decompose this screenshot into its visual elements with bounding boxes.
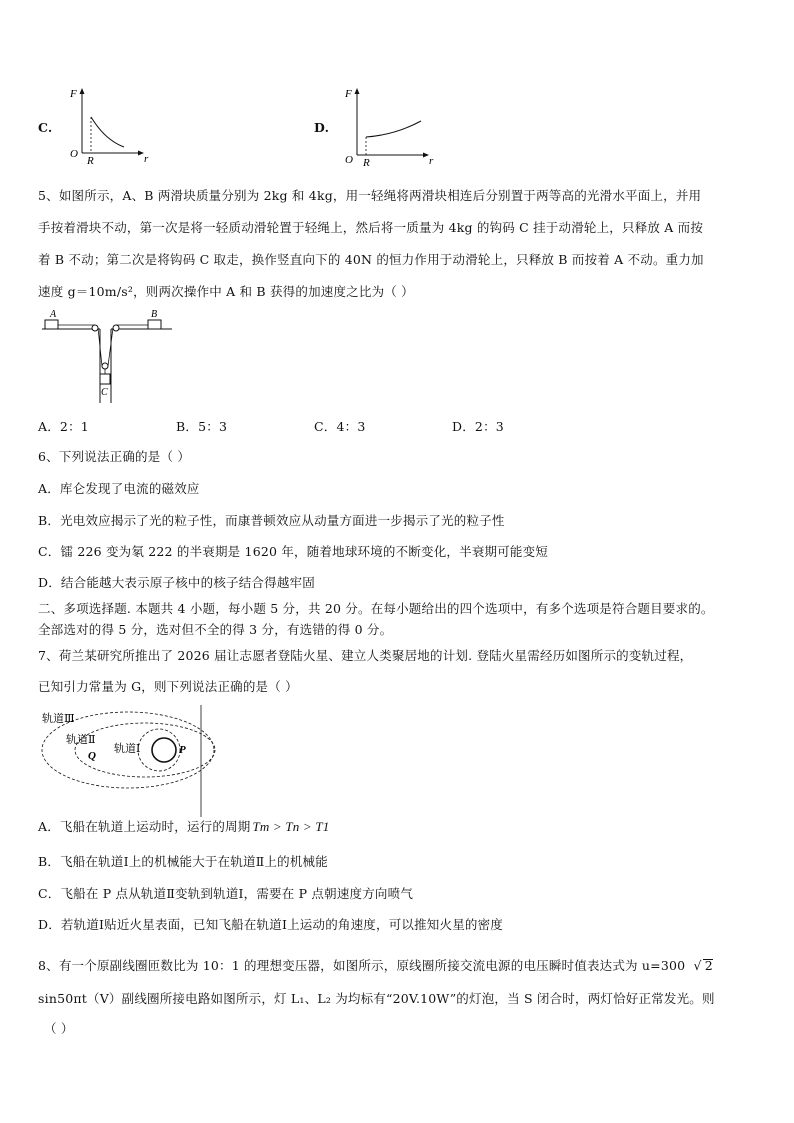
q5-line-3: 着 B 不动；第二次是将钩码 C 取走，换作竖直向下的 40N 的恒力作用于动滑轮上，只释放 B 而按着 A 不动。重力加 [38,252,704,267]
q7-orbit-figure [38,705,208,817]
graph-d-x-label: r [429,155,434,167]
graph-c-origin: O [70,148,78,160]
sqrt-symbol: √ [693,958,702,973]
point-q-label: Q [88,750,96,762]
graph-c-label: C. [38,120,53,135]
q8-line-3: （ ） [44,1021,74,1036]
q6-stem: 6、下列说法正确的是（ ） [38,449,191,464]
graph-d-y-label: F [345,88,352,100]
graph-d-label: D. [314,120,330,135]
orbit-1-label: 轨道Ⅰ [114,743,141,755]
graph-c-y-label: F [70,88,77,100]
orbit-2-label: 轨道Ⅱ [66,734,96,746]
section-2-heading: 二、多项选择题. 本题共 4 小题，每小题 5 分，共 20 分。在每小题给出的四个选项中，有多个选项是符合题目要求的。 [38,601,714,616]
q8-line-1-text: 8、有一个原副线圈匝数比为 10：1 的理想变压器，如图所示，原线圈所接交流电源的电压瞬时值表达式为 u=300 [38,958,686,973]
point-p-label: P [179,744,186,756]
q5-line-2: 手按着滑块不动，第一次是将一轻质动滑轮置于轻绳上，然后将一质量为 4kg 的钩码 C 挂于动滑轮上，只释放 A 而按 [38,220,704,235]
q6-option-a[interactable]: A．库仑发现了电流的磁效应 [38,481,200,496]
graph-c [60,85,160,165]
q7-option-d[interactable]: D．若轨道Ⅰ贴近火星表面，已知飞船在轨道Ⅰ上运动的角速度，可以推知火星的密度 [38,917,503,932]
graph-d [335,85,445,169]
q6-option-b[interactable]: B．光电效应揭示了光的粒子性，而康普顿效应从动量方面进一步揭示了光的粒子性 [38,513,505,528]
q5-option-a[interactable]: A．2：1 [38,419,89,434]
q7-option-b[interactable]: B．飞船在轨道Ⅰ上的机械能大于在轨道Ⅱ上的机械能 [38,854,328,869]
graph-d-r-marker: R [363,157,370,169]
q5-option-d[interactable]: D．2：3 [452,419,504,434]
q7-option-a-formula: Tm > Tn > T1 [252,819,330,834]
q7-option-c[interactable]: C．飞船在 P 点从轨道Ⅱ变轨到轨道Ⅰ，需要在 P 点朝速度方向喷气 [38,886,414,901]
q7-line-2: 已知引力常量为 G，则下列说法正确的是（ ） [38,679,298,694]
q5-pulley-figure [38,308,178,408]
figure-label-a: A [50,309,57,320]
q5-option-b[interactable]: B．5：3 [176,419,228,434]
figure-label-c: C [101,387,108,398]
q5-option-c[interactable]: C．4：3 [314,419,366,434]
q8-line-2: sin50πt（V）副线圈所接电路如图所示，灯 L₁、L₂ 为均标有“20V.10W”的灯泡，当 S 闭合时，两灯恰好正常发光。则 [38,991,715,1006]
q7-line-1: 7、荷兰某研究所推出了 2026 届让志愿者登陆火星、建立人类聚居地的计划. 登陆火星需经历如图所示的变轨过程， [38,648,693,663]
q7-option-a[interactable] [38,817,329,835]
section-2-instructions: 全部选对的得 5 分，选对但不全的得 3 分，有选错的得 0 分。 [38,622,393,637]
graph-c-x-label: r [144,153,149,165]
graph-c-r-marker: R [87,155,94,167]
q6-option-c[interactable]: C．镭 226 变为氡 222 的半衰期是 1620 年，随着地球环境的不断变化，半衰期可能变短 [38,544,549,559]
q5-line-4: 速度 g＝10m/s²，则两次操作中 A 和 B 获得的加速度之比为（ ） [38,284,414,299]
q8-line-1 [38,956,713,974]
q6-option-d[interactable]: D．结合能越大表示原子核中的核子结合得越牢固 [38,575,315,590]
q5-line-1: 5、如图所示，A、B 两滑块质量分别为 2kg 和 4kg，用一轻绳将两滑块相连后分别置于两等高的光滑水平面上，并用 [38,188,702,203]
figure-label-b: B [151,309,158,320]
sqrt-radicand: 2 [704,958,713,973]
graph-d-origin: O [345,154,353,166]
q7-option-a-text: A．飞船在轨道上运动时，运行的周期 [38,819,251,834]
orbit-3-label: 轨道Ⅲ [42,713,75,725]
